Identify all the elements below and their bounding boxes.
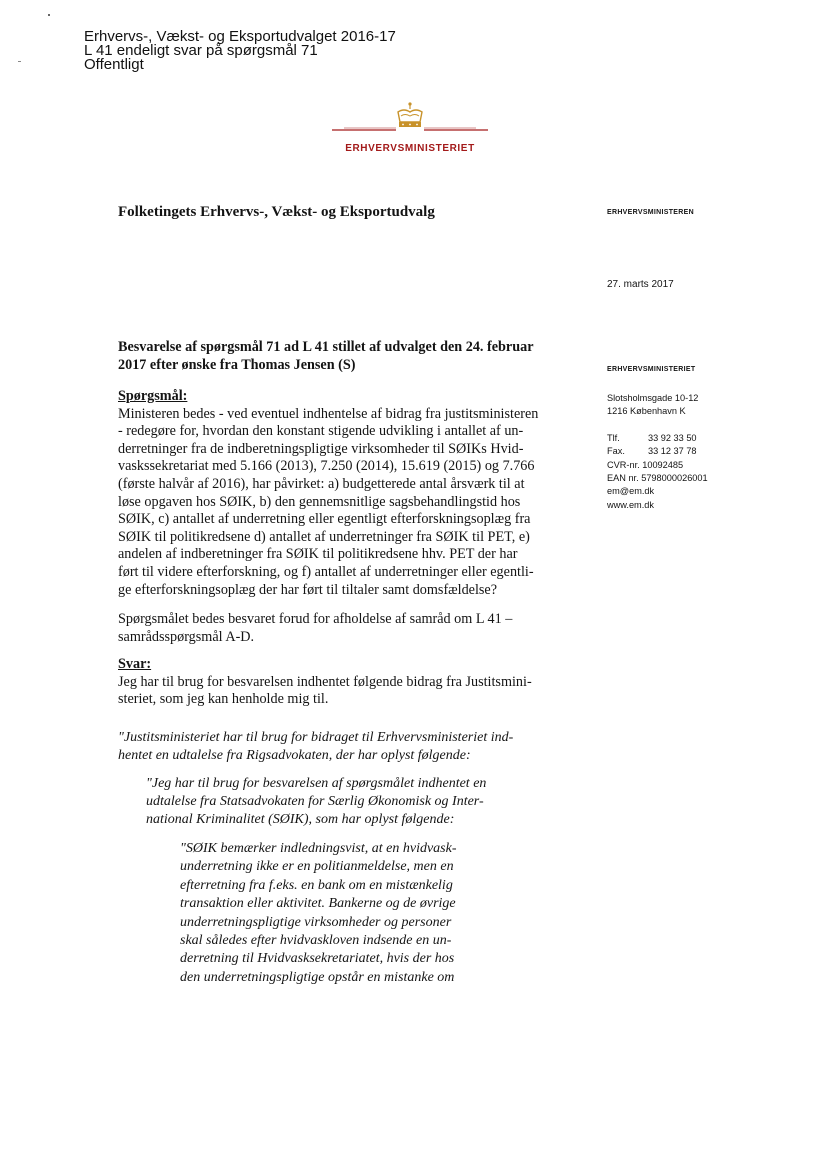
- cvr-number: CVR-nr. 10092485: [607, 459, 684, 470]
- postal-city: 1216 København K: [607, 406, 686, 417]
- quote-soik: [180, 840, 480, 987]
- question-line: løse opgaven hos SØIK, b) den gennemsnitlige sagsbehandlingstid hos: [118, 493, 521, 510]
- question-line: SØIK, c) antallet af underretning eller egentligt efterforskningsoplæg fra: [118, 511, 531, 528]
- phone-row: [607, 432, 708, 445]
- subject-line: 2017 efter ønske fra Thomas Jensen (S): [118, 357, 356, 373]
- question-line: andelen af indberetninger fra SØIK til politikredsene hhv. PET der har: [118, 546, 518, 563]
- question-line: ført til videre efterforskning, og f) antallet af underretninger eller egentli-: [118, 563, 534, 580]
- stamp-committee: Erhvervs-, Vækst- og Eksportudvalget 2016-17: [84, 28, 396, 45]
- fax-number: 33 12 37 78: [648, 446, 697, 457]
- stamp-case: L 41 endeligt svar på spørgsmål 71: [84, 42, 318, 59]
- quote-line: "Justitsministeriet har til brug for bidraget til Erhvervsministeriet ind-: [118, 730, 514, 745]
- note-line: Spørgsmålet bedes besvaret forud for afholdelse af samråd om L 41 –: [118, 611, 513, 627]
- website: www.em.dk: [607, 499, 654, 510]
- subject-line: Besvarelse af spørgsmål 71 ad L 41 stillet af udvalget den 24. februar: [118, 339, 534, 355]
- scan-speck: [18, 61, 21, 62]
- quote-line: underretning ikke er en politianmeldelse, men en: [180, 859, 454, 875]
- letter-date: 27. marts 2017: [607, 279, 674, 290]
- street-address: Slotsholmsgade 10-12: [607, 393, 699, 403]
- fax-label: Fax.: [607, 446, 625, 457]
- question-line: - redegøre for, hvordan den konstant stigende udvikling i antallet af un-: [118, 423, 524, 440]
- quote-line: den underretningspligtige opstår en mistanke om: [180, 969, 455, 985]
- quote-line: transaktion eller aktivitet. Bankerne og de øvrige: [180, 896, 456, 912]
- quote-line: udtalelse fra Statsadvokaten for Særlig Økonomisk og Inter-: [146, 794, 484, 809]
- phone-label: Tlf.: [607, 432, 620, 443]
- ean-number: EAN nr. 5798000026001: [607, 472, 708, 483]
- ministry-logo-text: ERHVERVSMINISTERIET: [345, 143, 475, 154]
- answer-line: steriet, som jeg kan henholde mig til.: [118, 691, 329, 708]
- answer-line: Jeg har til brug for besvarelsen indhentet følgende bidrag fra Justitsmini-: [118, 673, 532, 690]
- scan-speck: [48, 14, 50, 16]
- email-address: em@em.dk: [607, 486, 655, 497]
- quote-line: skal således efter hvidvaskloven indsende en un-: [180, 933, 452, 949]
- question-line: SØIK til politikredsene d) antallet af underretninger fra SØIK til PET, e): [118, 528, 530, 545]
- question-line: vaskssekretariat med 5.166 (2013), 7.250 (2014), 15.619 (2015) og 7.766: [118, 458, 535, 475]
- phone-number: 33 92 33 50: [648, 432, 697, 443]
- question-line: derretninger fra de indberetningspligtige virksomheder til SØIKs Hvid-: [118, 440, 524, 457]
- quote-line: hentet en udtalelse fra Rigsadvokaten, der har oplyst følgende:: [118, 748, 471, 763]
- answer-section: [118, 656, 548, 709]
- question-section: [118, 388, 548, 599]
- sender-ministry: ERHVERVSMINISTERIET: [607, 366, 696, 373]
- quote-line: derretning til Hvidvasksekretariatet, hvis der hos: [180, 951, 455, 967]
- question-line: Ministeren bedes - ved eventuel indhentelse af bidrag fra justitsministeren: [118, 405, 539, 422]
- question-note: [118, 611, 548, 646]
- quote-line: "Jeg har til brug for besvarelsen af spørgsmålet indhentet en: [146, 776, 487, 791]
- question-line: (første halvår af 2016), har påvirket: a) budgetterede antal årsværk til at: [118, 475, 525, 492]
- quote-line: national Kriminalitet (SØIK), som har oplyst følgende:: [146, 812, 455, 827]
- quote-line: underretningspligtige virksomheder og personer: [180, 914, 452, 930]
- note-line: samrådsspørgsmål A-D.: [118, 628, 255, 645]
- quote-prosecutor: [146, 775, 516, 829]
- quote-line: efterretning fra f.eks. en bank om en mistænkelig: [180, 877, 453, 893]
- stamp-public: Offentligt: [84, 56, 144, 73]
- fax-row: [607, 445, 708, 458]
- question-line: ge efterforskningsoplæg der har ført til tiltaler samt domsfældelse?: [118, 581, 498, 598]
- quote-justice-ministry: [118, 729, 548, 765]
- subject-heading: [118, 338, 550, 374]
- sender-minister: ERHVERVSMINISTEREN: [607, 209, 694, 216]
- question-heading: Spørgsmål:: [118, 388, 188, 404]
- contact-block: [607, 392, 708, 512]
- parliament-stamp: [84, 30, 396, 72]
- recipient: Folketingets Erhvervs-, Vækst- og Eksportudvalg: [118, 204, 435, 220]
- quote-line: "SØIK bemærker indledningsvist, at en hvidvask-: [180, 841, 457, 856]
- answer-heading: Svar:: [118, 656, 152, 672]
